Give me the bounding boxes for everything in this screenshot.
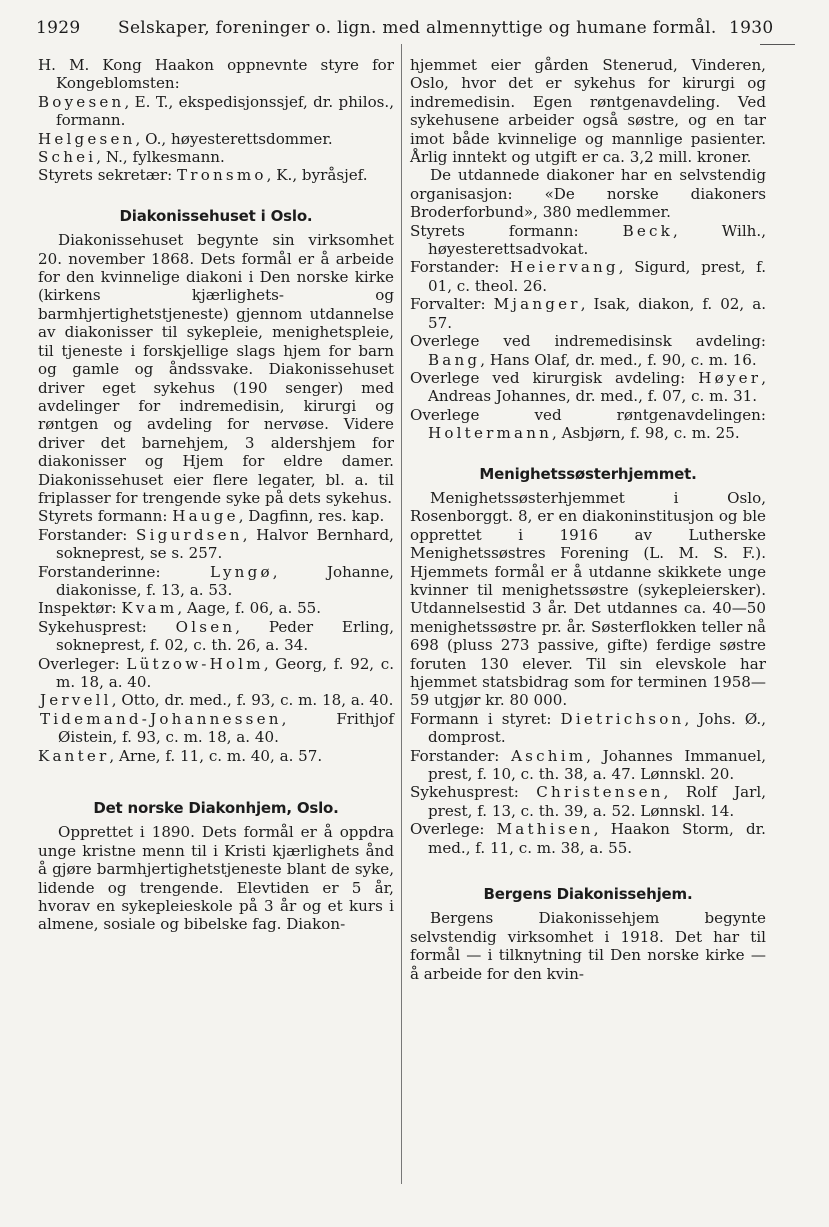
person-name: Aschim xyxy=(511,746,587,765)
entry: Sykehusprest: Christensen, Rolf Jarl, prest, f. 13, c. th. 39, a. 52. Lønnskl. 14. xyxy=(410,783,766,820)
paragraph: H. M. Kong Haakon oppnevnte styre for Kongeblomsten: xyxy=(38,56,394,93)
entry: Forvalter: Mjanger, Isak, diakon, f. 02, a. 57. xyxy=(410,295,767,332)
running-title: Selskaper, foreninger o. lign. med almennyttige og humane formål. xyxy=(118,18,717,38)
entry: Helgesen, O., høyesterettsdommer. xyxy=(38,129,333,148)
entry: Jervell, Otto, dr. med., f. 93, c. m. 18, a. 40. xyxy=(40,691,394,710)
person-name: Kvam xyxy=(121,599,178,618)
page-number-left: 1929 xyxy=(36,18,81,38)
person-name: Dietrichson xyxy=(560,709,685,728)
section-heading: Bergens Diakonissehjem. xyxy=(483,885,693,904)
person-name: Olsen xyxy=(175,617,236,636)
person-name: Schei xyxy=(38,148,97,167)
person-name: Jervell xyxy=(40,691,112,710)
column-divider xyxy=(401,44,402,1184)
entry: Styrets formann: Hauge, Dagfinn, res. kap. xyxy=(38,507,385,526)
entry: Formann i styret: Dietrichson, Johs. Ø., domprost. xyxy=(410,709,766,747)
paragraph: Bergens Diakonissehjem begynte selvstendig virksomhet i 1918. Det har til formål — i tilknytning til Den norske kirke — å arbeide for den kvin- xyxy=(410,909,766,983)
entry: Forstander: Sigurdsen, Halvor Bernhard, sokneprest, se s. 257. xyxy=(38,525,394,563)
entry: Kanter, Arne, f. 11, c. m. 40, a. 57. xyxy=(38,746,323,765)
entry: Overlege: Mathisen, Haakon Storm, dr. med., f. 11, c. m. 38, a. 55. xyxy=(410,820,766,857)
person-name: Bang xyxy=(428,350,481,369)
entry: Overlege ved røntgenavdelingen: Holtermann, Asbjørn, f. 98, c. m. 25. xyxy=(410,405,766,443)
person-name: Heiervang xyxy=(510,258,619,277)
right-column xyxy=(410,56,766,983)
person-name: Hauge xyxy=(172,507,239,526)
person-name: Sigurdsen xyxy=(136,525,243,544)
entry: Forstander: Heiervang, Sigurd, prest, f. 01, c. theol. 26. xyxy=(410,258,766,295)
person-name: Helgesen xyxy=(38,129,136,148)
paragraph: Opprettet i 1890. Dets formål er å oppdra unge kristne menn til i Kristi kjærlighets ånd å gjøre barmhjertighetstjeneste blant de syke, lidende og trengende. Elevtiden er 5 år, hvorav en sykepleieskole på 3 år og et kurs i almene, sosiale og bibelske fag. Diakon- xyxy=(38,823,394,934)
entry: Overlege ved kirurgisk avdeling: Høyer, Andreas Johannes, dr. med., f. 07, c. m. 31. xyxy=(410,368,766,406)
section-heading: Menighetssøsterhjemmet. xyxy=(479,464,697,483)
person-name: Boyesen xyxy=(38,92,125,111)
paragraph: hjemmet eier gården Stenerud, Vinderen, Oslo, hvor det er sykehus for kirurgi og indremedisin. Egen røntgenavdeling. Ved sykehusene arbeider også søstre, og en tar imot både kvinnelige og mannlige pasienter. Årlig inntekt og utgift er ca. 3,2 mill. kroner. xyxy=(410,56,766,167)
entry: Forstanderinne: Lyngø, Johanne, diakonisse, f. 13, a. 53. xyxy=(38,562,394,599)
entry: Schei, N., fylkesmann. xyxy=(38,148,225,167)
entry: Overlege ved indremedisinsk avdeling: Bang, Hans Olaf, dr. med., f. 90, c. m. 16. xyxy=(410,332,766,369)
person-name: Holtermann xyxy=(428,424,553,443)
entry: Tidemand-Johannessen, Frithjof Øistein, f. 93, c. m. 18, a. 40. xyxy=(40,709,394,747)
header-rule xyxy=(760,44,795,45)
person-name: Tronsmo xyxy=(177,166,267,185)
entry: Inspektør: Kvam, Aage, f. 06, a. 55. xyxy=(38,599,322,618)
paragraph: Menighetssøsterhjemmet i Oslo, Rosenborggt. 8, er en diakoninstitusjon og ble opprettet i 1916 av Lutherske Menighetssøstres Forening (L. M. S. F.). Hjemmets formål er å utdanne skikkete unge kvinner til menighetssøstre (sykepleiersker). Utdannelsestid 3 år. Det utdannes ca. 40—50 menighetssøstre pr. år. Søsterflokken teller nå 698 (pluss 273 passive, gifte) ferdige søstre foruten 130 elever. Til sin elevskole har hjemmet statsbidrag som for terminen 1958—59 utgjør kr. 80 000. xyxy=(410,488,766,710)
paragraph: De utdannede diakoner har en selvstendig organisasjon: «De norske diakoners Broderforbund», 380 medlemmer. xyxy=(410,166,766,222)
person-name: Kanter xyxy=(38,746,110,765)
paragraph: Diakonissehuset begynte sin virksomhet 20. november 1868. Dets formål er å arbeide for den kvinnelige diakoni i Den norske kirke (kirkens kjærlighets- og barmhjertighetstjeneste) gjennom utdannelse av diakonisser til sykepleie, menighetspleie, til tjeneste i forskjellige slags hjem for barn og gamle og åndssvake. Diakonissehuset driver eget sykehus (190 senger) med avdelinger for indremedisin, kirurgi og røntgen og avdeling for nervøse. Videre driver det barnehjem, 3 aldershjem for diakonisser og Hjem for eldre damer. Diakonissehuset eier flere legater, bl. a. til friplasser for trengende syke på dets sykehus. xyxy=(38,231,394,507)
section-heading: Diakonissehuset i Oslo. xyxy=(119,206,313,225)
section-heading: Det norske Diakonhjem, Oslo. xyxy=(93,799,339,818)
person-name: Beck xyxy=(622,221,673,240)
person-name: Mathisen xyxy=(496,820,594,839)
entry: Styrets formann: Beck, Wilh., høyesterettsadvokat. xyxy=(410,221,766,259)
person-name: Tidemand-Johannessen xyxy=(40,709,282,728)
page-number-right: 1930 xyxy=(729,18,774,38)
person-name: Mjanger xyxy=(493,295,581,314)
entry: Overleger: Lützow-Holm, Georg, f. 92, c. m. 18, a. 40. xyxy=(38,654,394,691)
running-header xyxy=(0,0,829,44)
entry: Sykehusprest: Olsen, Peder Erling, sokneprest, f. 02, c. th. 26, a. 34. xyxy=(38,617,395,655)
entry: Boyesen, E. T., ekspedisjonssjef, dr. philos., formann. xyxy=(38,92,394,130)
left-column xyxy=(38,56,394,934)
entry: Styrets sekretær: Tronsmo, K., byråsjef. xyxy=(38,166,368,185)
person-name: Lyngø xyxy=(209,562,273,581)
person-name: Lützow-Holm xyxy=(126,654,264,673)
person-name: Høyer xyxy=(698,368,762,387)
entry: Forstander: Aschim, Johannes Immanuel, prest, f. 10, c. th. 38, a. 47. Lønnskl. 20. xyxy=(410,746,766,784)
person-name: Christensen xyxy=(536,783,664,802)
